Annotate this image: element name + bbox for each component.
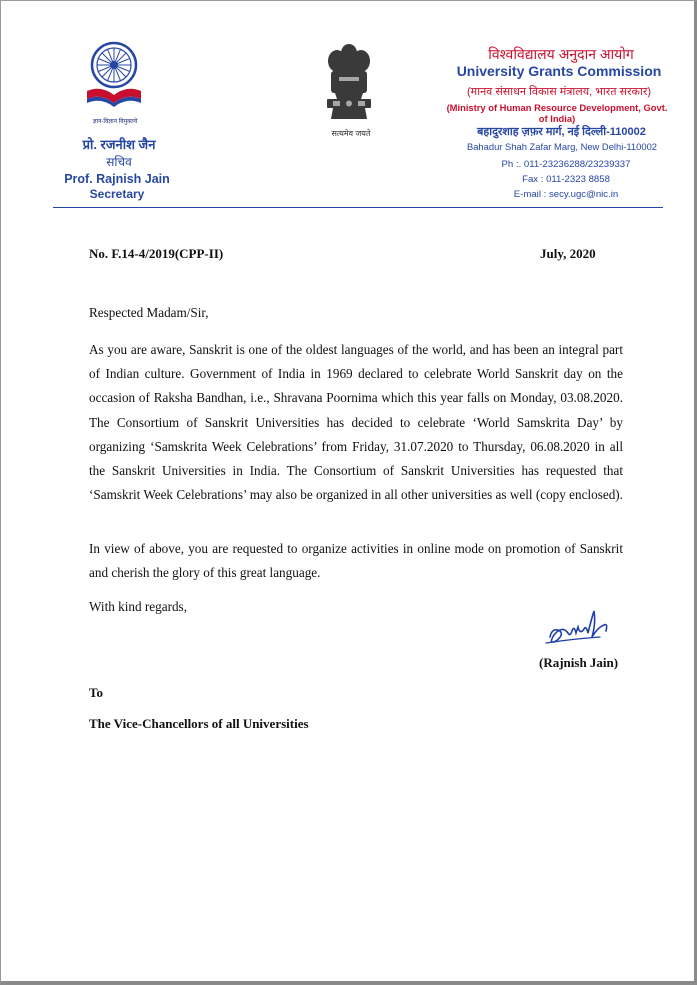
phone-number: Ph :. 011-23236288/23239337 (501, 159, 631, 170)
addressee: The Vice-Chancellors of all Universities (89, 716, 309, 731)
satyameva-jayate: सत्यमेव जयते (331, 129, 371, 138)
ministry-english: (Ministry of Human Resource Development, Govt. of India) (446, 102, 668, 124)
header-divider (53, 207, 663, 208)
ugc-motto: ज्ञान-विज्ञान विमुक्तये (92, 119, 138, 125)
email-address: E-mail : secy.ugc@nic.in (513, 189, 619, 200)
signature-icon (542, 607, 614, 653)
org-name-hindi: विश्वविद्यालय अनुदान आयोग (488, 46, 634, 62)
national-emblem-icon (321, 41, 377, 125)
secretary-title-english: Secretary (89, 187, 145, 201)
body-paragraph-1: As you are aware, Sanskrit is one of the oldest languages of the world, and has been an integral part of Indian culture. Government of India in 1969 declared to celebrate World Sanskrit day on the occasion of Raksha Bandhan, i.e., Shravana Poornima which this year falls on Monday, 03.08.2020. The Consortium of Sanskrit Universities has decided to celebrate ‘World Samskrita Day’ by organizing ‘Samskrita Week Celebrations’ from Friday, 31.07.2020 to Thursday, 06.08.2020 in all the Sanskrit Universities in India. The Consortium of Sanskrit Universities has requested that ‘Samskrit Week Celebrations’ may also be organized in all other universities as well (copy enclosed). (89, 342, 623, 503)
closing: With kind regards, (89, 599, 187, 614)
secretary-name-english: Prof. Rajnish Jain (64, 172, 170, 186)
ministry-hindi: (मानव संसाधन विकास मंत्रालय, भारत सरकार) (466, 86, 652, 98)
ugc-logo-icon (81, 39, 147, 111)
fax-number: Fax : 011-2323 8858 (522, 174, 610, 185)
salutation: Respected Madam/Sir, (89, 305, 209, 320)
secretary-title-hindi: सचिव (106, 155, 132, 169)
address-english: Bahadur Shah Zafar Marg, New Delhi-110002 (466, 141, 658, 152)
body-paragraph-2: In view of above, you are requested to organize activities in online mode on promotion of Sanskrit and cherish the glory of this great language. (89, 541, 623, 581)
org-name-english: University Grants Commission (456, 63, 662, 79)
address-hindi: बहादुरशाह ज़फ़र मार्ग, नई दिल्ली-110002 (477, 126, 646, 138)
secretary-name-hindi: प्रो. रजनीश जैन (82, 137, 156, 152)
to-label: To (89, 685, 103, 700)
signatory-name: (Rajnish Jain) (539, 655, 619, 670)
letter-date: July, 2020 (540, 246, 596, 261)
reference-number: No. F.14-4/2019(CPP-II) (89, 246, 224, 261)
